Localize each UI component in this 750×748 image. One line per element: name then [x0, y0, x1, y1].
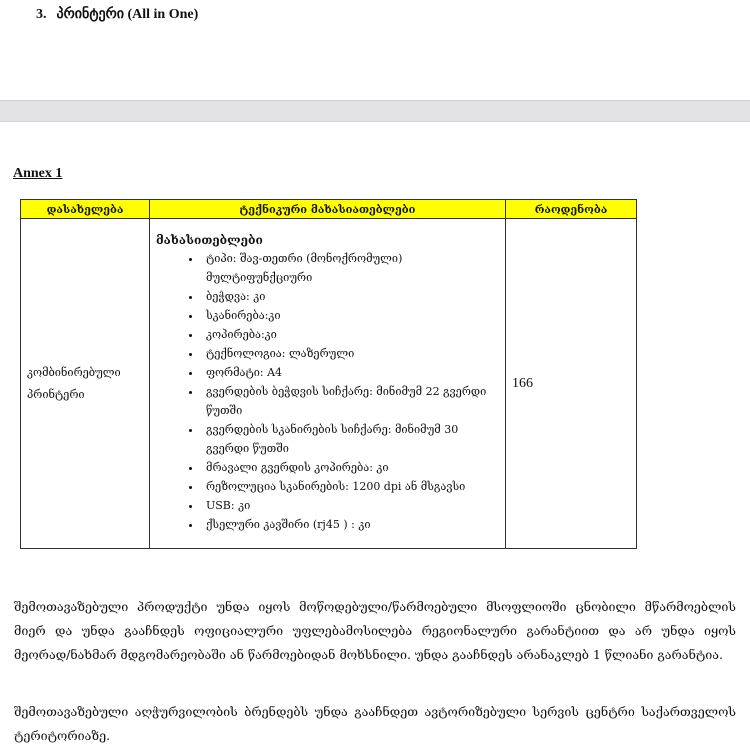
- warranty-paragraph: შემოთავაზებული პროდუქტი უნდა იყოს მოწოდებული/წარმოებული მსოფლიოში ცნობილი მწარმოებლის მიერ და უნდა გააჩნდეს ოფიციალური უფლებამოსილება რეგიონალური გარანტიით და არ უნდა იყოს მეორად/ნახმარ მდგომარეობაში ან წარმოებიდან მოხსნილი. უნდა გააჩნდეს არანაკლებ 1 წლიანი გარანტია.: [14, 599, 736, 662]
- feature-item: • ტექნოლოგია: ლაზერული: [202, 344, 499, 363]
- header-quantity: რაოდენობა: [506, 200, 637, 219]
- feature-item: • ქსელური კავშირი (rj45 ) : კი: [202, 515, 499, 534]
- feature-item: • რეზოლუცია სკანირების: 1200 dpi ან მსგავსი: [202, 477, 499, 496]
- header-name: დასახელება: [21, 200, 150, 219]
- page-break: [0, 100, 750, 122]
- feature-item: • გვერდების ბეჭდვის სიჩქარე: მინიმუმ 22 გვერდი წუთში: [202, 382, 499, 420]
- annex-label: Annex 1: [13, 166, 63, 181]
- feature-list: [156, 249, 499, 534]
- feature-item: • სკანირება:კი: [202, 306, 499, 325]
- feature-item: • ტიპი: შავ-თეთრი (მონოქრომული) მულტიფუნქციური: [202, 249, 499, 287]
- feature-item: • USB: კი: [202, 496, 499, 515]
- table-header-row: [21, 200, 637, 219]
- spec-cell: [150, 219, 506, 549]
- table-row: [21, 219, 637, 549]
- product-name: კომბინირებული პრინტერი: [21, 219, 150, 549]
- quantity-value: 166: [506, 219, 637, 549]
- feature-item: • მრავალი გვერდის კოპირება: კი: [202, 458, 499, 477]
- feature-item: • გვერდების სკანირების სიჩქარე: მინიმუმ 30 გვერდი წუთში: [202, 420, 499, 458]
- feature-item: • კოპირება:კი: [202, 325, 499, 344]
- section-number: 3.: [36, 7, 47, 22]
- spec-table: [20, 199, 637, 549]
- service-paragraph: შემოთავაზებული აღჭურვილობის ბრენდებს უნდა გააჩნდეთ ავტორიზებული სერვის ცენტრი საქართველოს ტერიტორიაზე.: [14, 704, 736, 743]
- section-title: პრინტერი (All in One): [56, 7, 199, 22]
- feature-item: • ფორმატი: A4: [202, 363, 499, 382]
- spec-title: მახასითებლები: [156, 233, 263, 247]
- header-specs: ტექნიკური მახასიათებლები: [150, 200, 506, 219]
- feature-item: • ბეჭდვა: კი: [202, 287, 499, 306]
- section-heading: [36, 6, 198, 23]
